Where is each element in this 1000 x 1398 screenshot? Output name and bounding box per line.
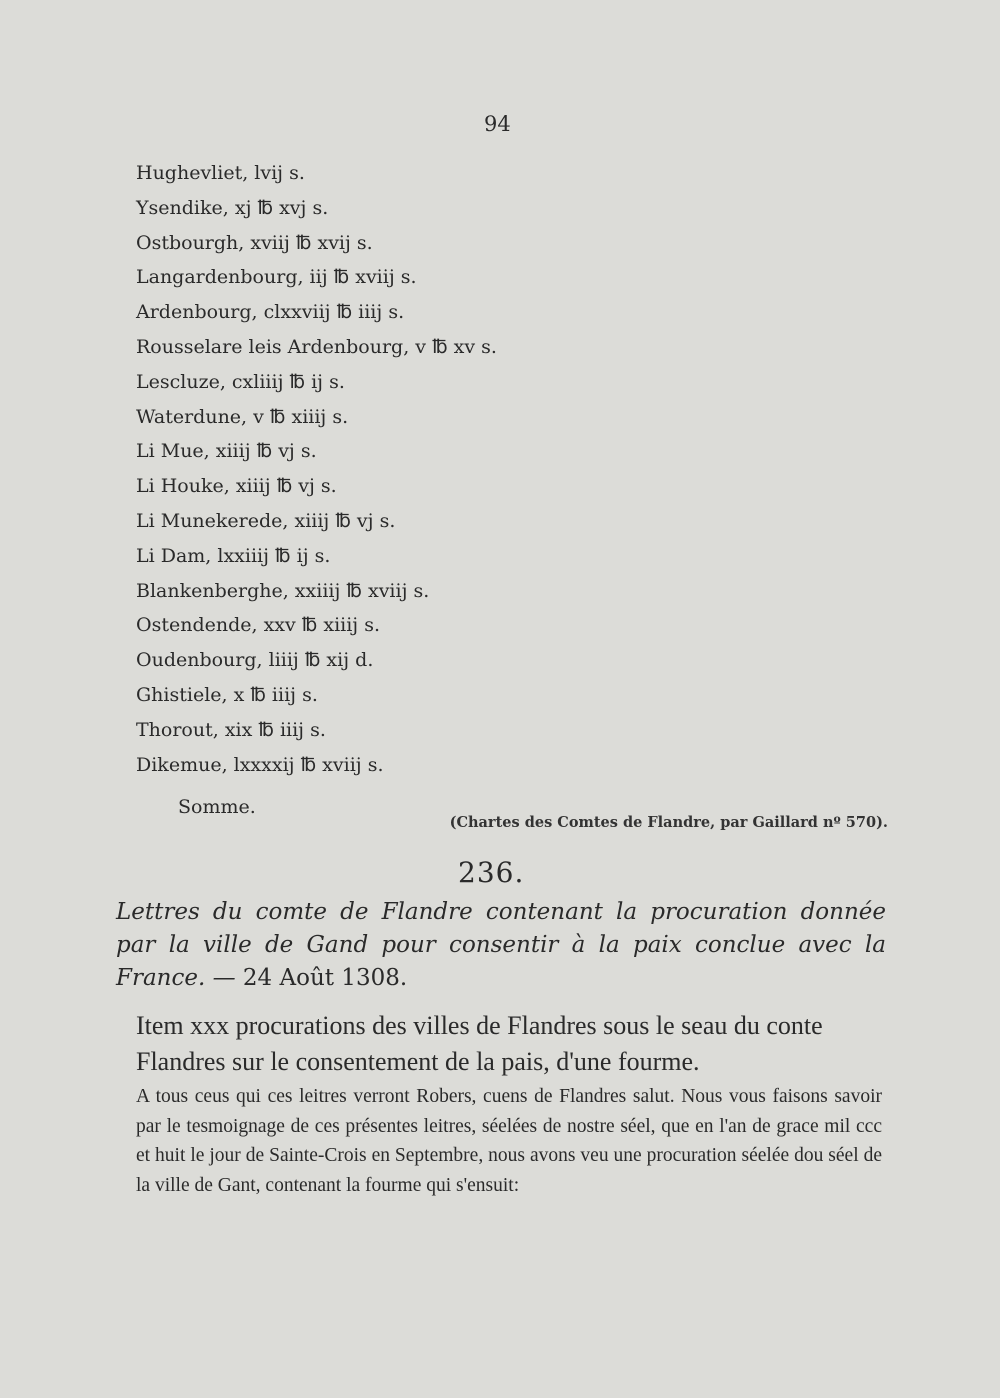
document-subtitle: Item xxx procurations des villes de Flandres sous le seau du conte Flandres sur le consentement de la pais, d'une fourme. <box>136 1011 823 1076</box>
list-item: Dikemue, lxxxxij ℔ xviij s. <box>136 753 384 776</box>
list-item: Li Munekerede, xiiij ℔ vj s. <box>136 509 396 532</box>
list-item: Ostendende, xxv ℔ xiiij s. <box>136 614 381 637</box>
list-item: Li Houke, xiiij ℔ vj s. <box>136 475 337 498</box>
list-item: Hughevliet, lvij s. <box>136 162 305 184</box>
page-number: 94 <box>484 112 511 136</box>
list-item: Ardenbourg, clxxviij ℔ iiij s. <box>136 301 405 324</box>
list-item: Langardenbourg, iij ℔ xviij s. <box>136 266 417 289</box>
heading-date: 24 Août 1308. <box>242 965 408 991</box>
town-list <box>136 156 497 782</box>
document-heading <box>116 896 886 995</box>
list-item: Thorout, xix ℔ iiij s. <box>136 718 326 741</box>
list-item: Li Mue, xiiij ℔ vj s. <box>136 440 317 463</box>
list-item: Ostbourgh, xviij ℔ xvij s. <box>136 231 373 254</box>
list-item: Oudenbourg, liiij ℔ xij d. <box>136 649 374 672</box>
list-item: Li Dam, lxxiiij ℔ ij s. <box>136 544 331 567</box>
list-item: Rousselare leis Ardenbourg, v ℔ xv s. <box>136 335 497 358</box>
list-item: Ysendike, xj ℔ xvj s. <box>136 196 329 219</box>
list-item: Ghistiele, x ℔ iiij s. <box>136 683 318 706</box>
heading-text: Lettres du comte de Flandre contenant la procuration donnée par la ville de Gand pour consentir à la paix conclue avec la France. — <box>116 899 886 991</box>
document-number: 236. <box>458 856 525 889</box>
list-item: Lescluze, cxliiij ℔ ij s. <box>136 370 345 393</box>
sum-label: Somme. <box>178 796 256 818</box>
body-paragraph: A tous ceus qui ces leitres verront Robers, cuens de Flandres salut. Nous vous faisons savoir par le tesmoignage de ces présentes leitres, séelées de nostre séel, que en l'an de grace mil ccc et huit le jour de Sainte-Crois en Septembre, nous avons veu une procuration séelée dou séel de la ville de Gant, contenant la fourme qui s'ensuit: <box>136 1086 882 1196</box>
source-citation: (Chartes des Comtes de Flandre, par Gaillard nº 570). <box>449 814 888 831</box>
list-item: Waterdune, v ℔ xiiij s. <box>136 405 349 428</box>
list-item: Blankenberghe, xxiiij ℔ xviij s. <box>136 579 430 602</box>
